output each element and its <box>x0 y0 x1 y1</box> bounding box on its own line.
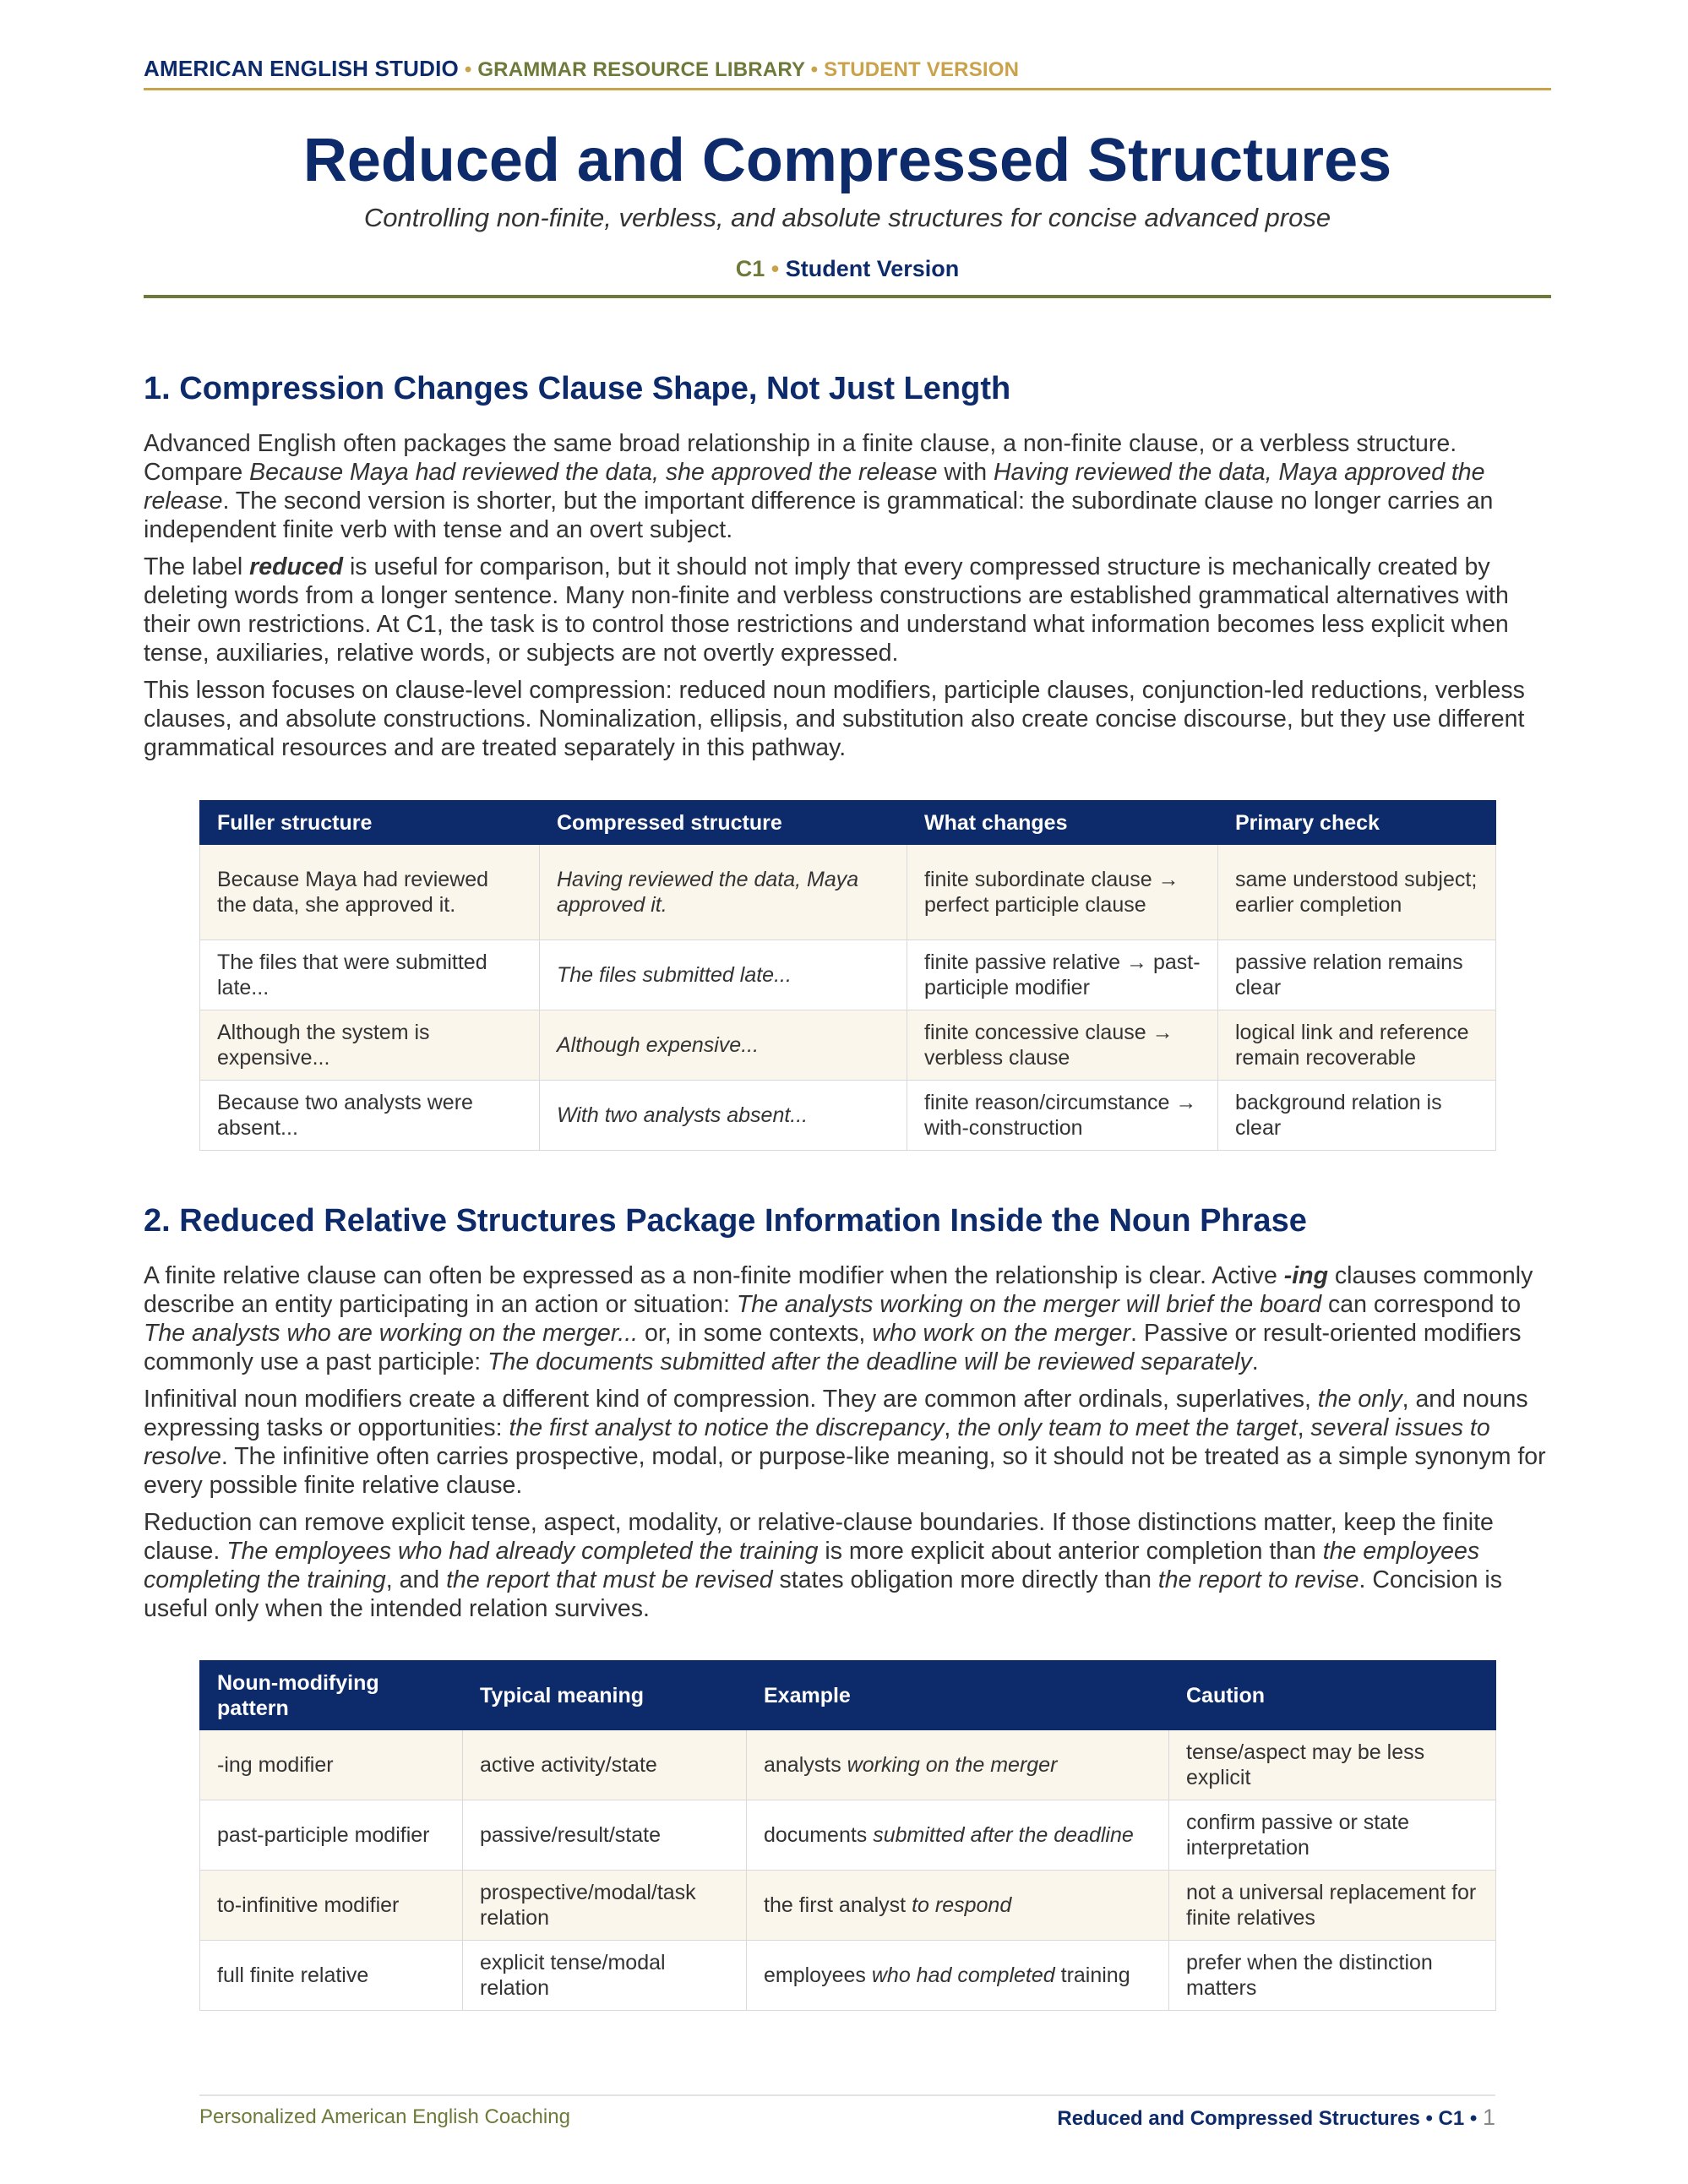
table-row <box>200 1081 1496 1151</box>
table-row <box>200 1800 1496 1871</box>
table-cell: logical link and reference remain recoverable <box>1218 1010 1496 1081</box>
top-header-bar <box>144 56 1551 90</box>
brand-name: AMERICAN ENGLISH STUDIO <box>144 56 459 81</box>
footer-title: Reduced and Compressed Structures • C1 • <box>1057 2107 1478 2130</box>
table-cell: Because Maya had reviewed the data, she approved it. <box>200 845 540 940</box>
table-cell: passive/result/state <box>463 1800 747 1871</box>
table-cell: The files that were submitted late... <box>200 940 540 1010</box>
section-2-heading: 2. Reduced Relative Structures Package Information Inside the Noun Phrase <box>144 1203 1307 1239</box>
table-row <box>200 1730 1496 1800</box>
page-subtitle: Controlling non-finite, verbless, and absolute structures for concise advanced prose <box>363 203 1331 232</box>
table-row <box>200 845 1496 940</box>
footer-divider <box>199 2094 1495 2096</box>
table-cell: confirm passive or state interpretation <box>1169 1800 1496 1871</box>
column-header: Caution <box>1169 1661 1496 1730</box>
table-cell: same understood subject; earlier completion <box>1218 845 1496 940</box>
table-cell: not a universal replacement for finite relatives <box>1169 1871 1496 1941</box>
footer-document-label <box>1057 2104 1495 2132</box>
table-row <box>200 1010 1496 1081</box>
table-cell: Because two analysts were absent... <box>200 1081 540 1151</box>
table-cell: employees who had completed training <box>747 1941 1169 2011</box>
table-cell: tense/aspect may be less explicit <box>1169 1730 1496 1800</box>
level-code: C1 <box>735 256 765 281</box>
table-row <box>200 1941 1496 2011</box>
table-cell: documents submitted after the deadline <box>747 1800 1169 1871</box>
section-1-paragraph-3: This lesson focuses on clause-level compression: reduced noun modifiers, participle clauses, conjunction-led reductions, verbless clauses, and absolute constructions. Nominalization, ellipsis, and substitution also create concise discourse, but they use different grammatical resources and are treated separately in this pathway. <box>144 677 1525 761</box>
table-cell: full finite relative <box>200 1941 463 2011</box>
header-separator: • <box>464 58 472 81</box>
library-name: GRAMMAR RESOURCE LIBRARY <box>477 58 805 81</box>
table-cell: finite reason/circumstance → with-construction <box>907 1081 1218 1151</box>
table-header-row <box>200 801 1496 845</box>
table-header-row <box>200 1661 1496 1730</box>
table-cell: finite passive relative → past-participle modifier <box>907 940 1218 1010</box>
section-2-paragraph-2: Infinitival noun modifiers create a different kind of compression. They are common after ordinals, superlatives, the only, and nouns expressing tasks or opportunities: the first analyst to notice the discrepancy, the only team to meet the target, several issues to resolve. The infinitive often carries prospective, modal, or purpose-like meaning, so it should not be treated as a simple synonym for every possible finite relative clause. <box>144 1386 1546 1499</box>
column-header: Compressed structure <box>540 801 907 845</box>
section-2-paragraph-3: Reduction can remove explicit tense, aspect, modality, or relative-clause boundaries. If those distinctions matter, keep the finite clause. The employees who had already completed the training is more explicit about anterior completion than the employees completing the training, and the report that must be revised states obligation more directly than the report to revise. Concision is useful only when the intended relation survives. <box>144 1509 1502 1622</box>
version-label: STUDENT VERSION <box>824 58 1020 81</box>
table-cell: active activity/state <box>463 1730 747 1800</box>
column-header: What changes <box>907 801 1218 845</box>
table-row <box>200 1871 1496 1941</box>
title-divider <box>144 295 1551 298</box>
table-cell: prefer when the distinction matters <box>1169 1941 1496 2011</box>
column-header: Fuller structure <box>200 801 540 845</box>
table-cell: -ing modifier <box>200 1730 463 1800</box>
table-cell: prospective/modal/task relation <box>463 1871 747 1941</box>
column-header: Typical meaning <box>463 1661 747 1730</box>
table-cell: explicit tense/modal relation <box>463 1941 747 2011</box>
table-cell: Having reviewed the data, Maya approved it. <box>540 845 907 940</box>
compression-comparison-table <box>199 800 1496 1151</box>
page-title: Reduced and Compressed Structures <box>302 127 1392 194</box>
section-1-heading: 1. Compression Changes Clause Shape, Not Just Length <box>144 371 1011 406</box>
table-cell: finite concessive clause → verbless clause <box>907 1010 1218 1081</box>
table-cell: the first analyst to respond <box>747 1871 1169 1941</box>
table-cell: The files submitted late... <box>540 940 907 1010</box>
page-number: 1 <box>1482 2105 1495 2130</box>
table-cell: analysts working on the merger <box>747 1730 1169 1800</box>
section-1-paragraph-2: The label reduced is useful for comparison, but it should not imply that every compressed structure is mechanically created by deleting words from a longer sentence. Many non-finite and verbless constructions are established grammatical alternatives with their own restrictions. At C1, the task is to control those restrictions and understand what information becomes less explicit when tense, auxiliaries, relative words, or subjects are not overtly expressed. <box>144 553 1509 667</box>
column-header: Noun-modifying pattern <box>200 1661 463 1730</box>
noun-modifier-table <box>199 1660 1496 2011</box>
level-line <box>144 253 1551 284</box>
table-cell: Although expensive... <box>540 1010 907 1081</box>
table-cell: Although the system is expensive... <box>200 1010 540 1081</box>
table-cell: finite subordinate clause → perfect participle clause <box>907 845 1218 940</box>
table-row <box>200 940 1496 1010</box>
table-cell: With two analysts absent... <box>540 1081 907 1151</box>
level-label: Student Version <box>785 256 960 281</box>
section-2-paragraph-1: A finite relative clause can often be expressed as a non-finite modifier when the relationship is clear. Active -ing clauses commonly describe an entity participating in an action or situation: The analysts working on the merger will brief the board can correspond to The analysts who are working on the merger... or, in some contexts, who work on the merger. Passive or result-oriented modifiers commonly use a past participle: The documents submitted after the deadline will be reviewed separately. <box>144 1262 1533 1375</box>
column-header: Example <box>747 1661 1169 1730</box>
section-1-paragraph-1: Advanced English often packages the same broad relationship in a finite clause, a non-finite clause, or a verbless structure. Compare Because Maya had reviewed the data, she approved the release with Having reviewed the data, Maya approved the release. The second version is shorter, but the important difference is grammatical: the subordinate clause no longer carries an independent finite verb with tense and an overt subject. <box>144 430 1494 543</box>
column-header: Primary check <box>1218 801 1496 845</box>
table-cell: to-infinitive modifier <box>200 1871 463 1941</box>
table-cell: past-participle modifier <box>200 1800 463 1871</box>
table-cell: background relation is clear <box>1218 1081 1496 1151</box>
level-separator: • <box>770 256 780 281</box>
footer-coaching-label: Personalized American English Coaching <box>199 2105 570 2128</box>
header-separator: • <box>810 58 819 81</box>
table-cell: passive relation remains clear <box>1218 940 1496 1010</box>
